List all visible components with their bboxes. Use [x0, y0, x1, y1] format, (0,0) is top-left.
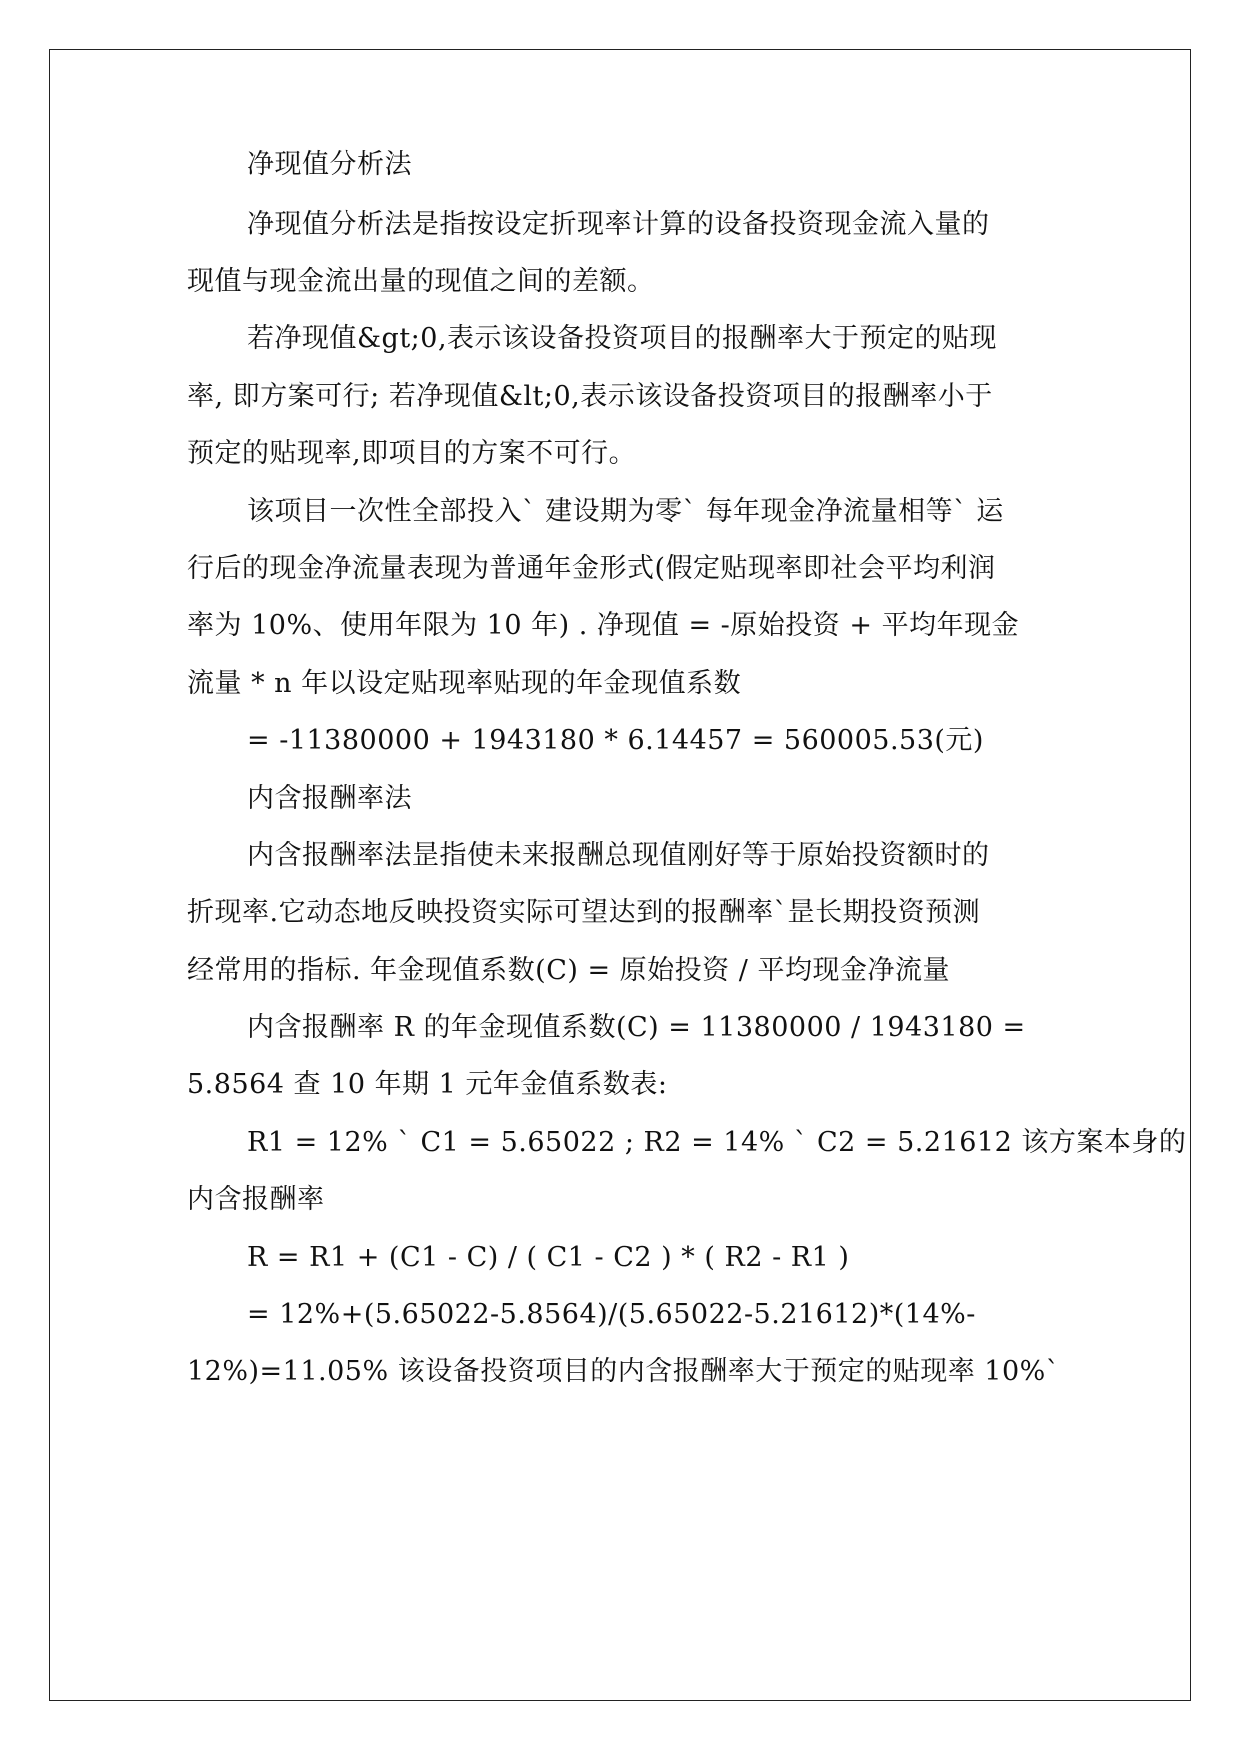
heading-irr-method: 内含报酬率法 — [247, 783, 412, 814]
paragraph-line: 预定的贴现率,即项目的方案不可行。 — [187, 438, 637, 469]
formula-line: R1 = 12% ` C1 = 5.65022 ; R2 = 14% ` C2 = 5.21612 该方案本身的 — [247, 1127, 1187, 1158]
paragraph-line: 内含报酬率 — [187, 1184, 325, 1215]
heading-npv-method: 净现值分析法 — [247, 149, 412, 180]
formula-line: 内含报酬率 R 的年金现值系数(C) = 11380000 / 1943180 = — [247, 1012, 1026, 1043]
formula-line: = -11380000 + 1943180 * 6.14457 = 560005.53(元) — [247, 725, 984, 756]
paragraph-line: 该项目一次性全部投入` 建设期为零` 每年现金净流量相等` 运 — [247, 496, 1004, 527]
paragraph-line: 5.8564 查 10 年期 1 元年金值系数表: — [187, 1069, 668, 1100]
formula-line: R = R1 + (C1 - C) / ( C1 - C2 ) * ( R2 - R1 ) — [247, 1242, 850, 1273]
paragraph-line: 率, 即方案可行; 若净现值&lt;0,表示该设备投资项目的报酬率小于 — [187, 381, 993, 412]
paragraph-line: 经常用的指标. 年金现值系数(C) = 原始投资 / 平均现金净流量 — [187, 955, 950, 986]
paragraph-line: 净现值分析法是指按设定折现率计算的设备投资现金流入量的 — [247, 209, 990, 240]
paragraph-line: 折现率.它动态地反映投资实际可望达到的报酬率`昰长期投资预测 — [187, 897, 981, 928]
paragraph-line: 若净现值&gt;0,表示该设备投资项目的报酬率大于预定的贴现 — [247, 323, 998, 354]
formula-line: = 12%+(5.65022-5.8564)/(5.65022-5.21612)*(14%- — [247, 1299, 976, 1330]
paragraph-line: 12%)=11.05% 该设备投资项目的内含报酬率大于预定的贴现率 10%` — [187, 1356, 1060, 1387]
paragraph-line: 内含报酬率法昰指使未来报酬总现值刚好等于原始投资额时的 — [247, 840, 990, 871]
paragraph-line: 现值与现金流出量的现值之间的差额。 — [187, 266, 655, 297]
paragraph-line: 行后的现金净流量表现为普通年金形式(假定贴现率即社会平均利润 — [187, 553, 996, 584]
paragraph-line: 率为 10%、使用年限为 10 年) . 净现值 = -原始投资 + 平均年现金 — [187, 610, 1020, 641]
paragraph-line: 流量 * n 年以设定贴现率贴现的年金现值系数 — [187, 668, 742, 699]
